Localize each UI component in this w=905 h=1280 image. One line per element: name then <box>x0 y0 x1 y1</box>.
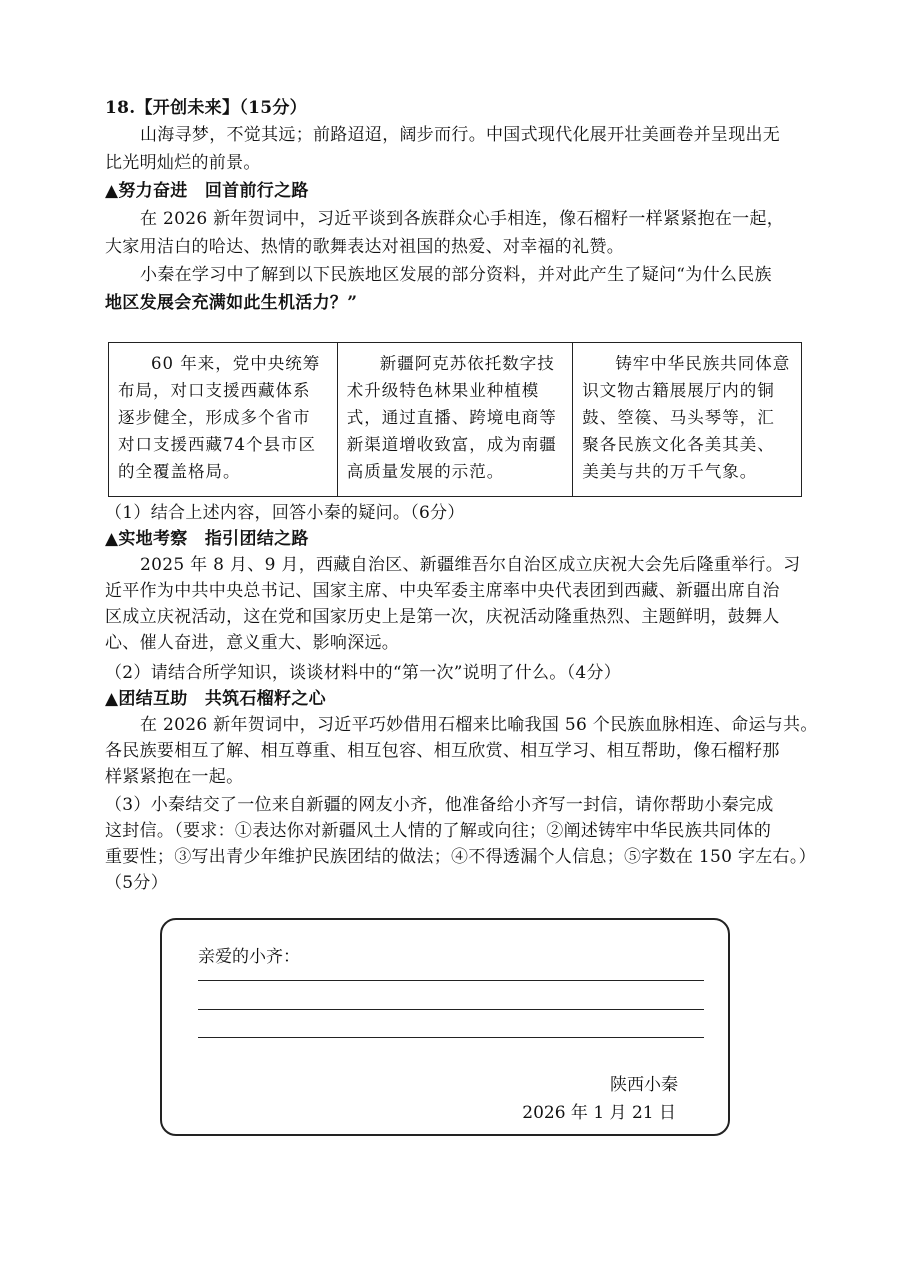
section2-para-line2: 近平作为中共中央总书记、国家主席、中央军委主席率中央代表团到西藏、新疆出席自治 <box>105 581 780 601</box>
material-box-tibet: 60 年来，党中央统筹布局，对口支援西藏体系逐步健全，形成多个省市对口支援西藏74个县市区的全覆盖格局。 <box>109 343 338 497</box>
material-boxes <box>108 342 802 497</box>
question-3-line2: 这封信。（要求：①表达你对新疆风土人情的了解或向往；②阐述铸牢中华民族共同体的 <box>105 821 772 841</box>
answer-line[interactable] <box>198 980 704 981</box>
section2-para-line3: 区成立庆祝活动，这在党和国家历史上是第一次，庆祝活动隆重热烈、主题鲜明，鼓舞人 <box>105 607 780 627</box>
section1-para2-line2: 地区发展会充满如此生机活力？” <box>105 293 358 313</box>
question-title: 18.【开创未来】（15分） <box>105 98 307 118</box>
section2-para-line4: 心、催人奋进，意义重大、影响深远。 <box>105 633 400 653</box>
question-2: （2）请结合所学知识，谈谈材料中的“第一次”说明了什么。（4分） <box>105 663 622 683</box>
question-3-line3: 重要性；③写出青少年维护民族团结的做法；④不得透漏个人信息；⑤字数在 150 字左右。） <box>105 847 816 867</box>
section1-para2-line1: 小秦在学习中了解到以下民族地区发展的部分资料，并对此产生了疑问“为什么民族 <box>140 265 772 285</box>
letter-answer-box <box>160 918 730 1136</box>
intro-line-1: 山海寻梦，不觉其远；前路迢迢，阔步而行。中国式现代化展开壮美画卷并呈现出无 <box>140 125 781 145</box>
intro-line-2: 比光明灿烂的前景。 <box>105 153 261 173</box>
letter-signature: 陕西小秦 <box>610 1075 678 1095</box>
question-3-line4: （5分） <box>105 873 169 893</box>
material-box-exhibition: 铸牢中华民族共同体意识文物古籍展展厅内的铜鼓、箜篌、马头琴等，汇聚各民族文化各美其美、美美与共的万千气象。 <box>573 343 802 497</box>
question-3-line1: （3）小秦结交了一位来自新疆的网友小齐，他准备给小齐写一封信，请你帮助小秦完成 <box>105 795 774 815</box>
answer-line[interactable] <box>198 1037 704 1038</box>
letter-greeting: 亲爱的小齐： <box>198 947 300 967</box>
section3-heading: ▲团结互助 共筑石榴籽之心 <box>105 689 326 709</box>
section3-para-line3: 样紧紧抱在一起。 <box>105 767 244 787</box>
question-1: （1）结合上述内容，回答小秦的疑问。（6分） <box>105 503 465 523</box>
section2-para-line1: 2025 年 8 月、9 月，西藏自治区、新疆维吾尔自治区成立庆祝大会先后隆重举行。习 <box>140 555 801 575</box>
material-box-xinjiang: 新疆阿克苏依托数字技术升级特色林果业种植模式，通过直播、跨境电商等新渠道增收致富，成为南疆高质量发展的示范。 <box>337 343 573 497</box>
section3-para-line1: 在 2026 新年贺词中，习近平巧妙借用石榴来比喻我国 56 个民族血脉相连、命运与共。 <box>140 715 818 735</box>
letter-date: 2026 年 1 月 21 日 <box>522 1103 676 1123</box>
section3-para-line2: 各民族要相互了解、相互尊重、相互包容、相互欣赏、相互学习、相互帮助，像石榴籽那 <box>105 741 780 761</box>
section1-para1-line1: 在 2026 新年贺词中，习近平谈到各族群众心手相连，像石榴籽一样紧紧抱在一起， <box>140 209 785 229</box>
section2-heading: ▲实地考察 指引团结之路 <box>105 529 309 549</box>
section1-para1-line2: 大家用洁白的哈达、热情的歌舞表达对祖国的热爱、对幸福的礼赞。 <box>105 237 624 257</box>
section1-heading: ▲努力奋进 回首前行之路 <box>105 181 309 201</box>
answer-line[interactable] <box>198 1009 704 1010</box>
